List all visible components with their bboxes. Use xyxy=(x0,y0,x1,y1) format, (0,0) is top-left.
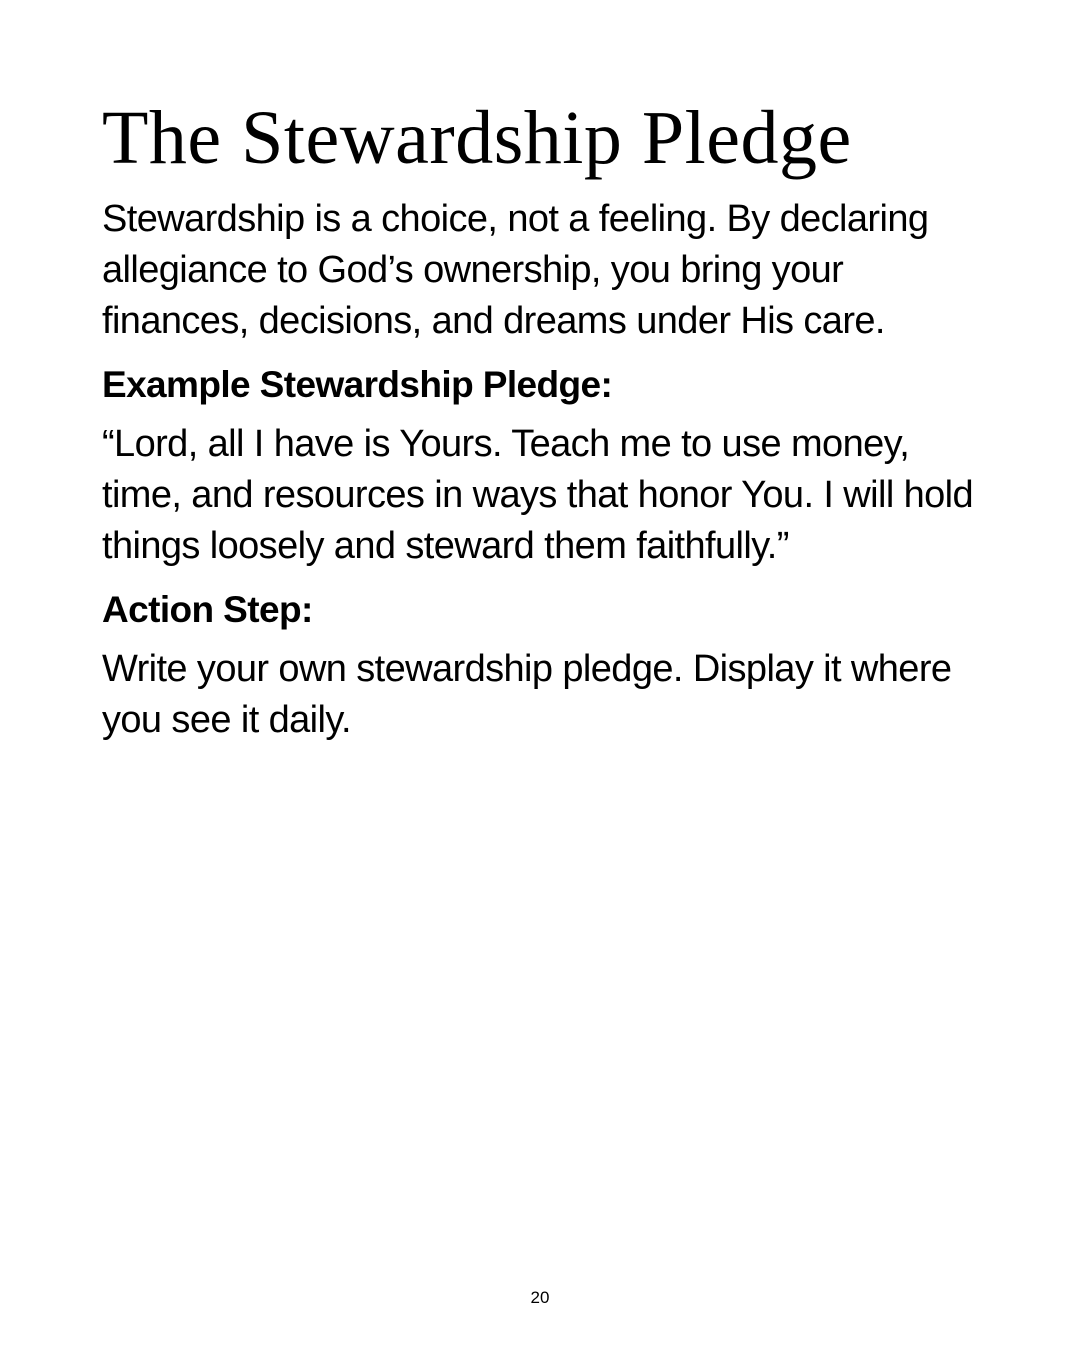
example-pledge-text: “Lord, all I have is Yours. Teach me to use money, time, and resources in ways that honor You. I will hold things loosely and steward them faithfully.” xyxy=(102,423,974,567)
page-number: 20 xyxy=(530,1288,550,1307)
action-step-heading: Action Step: xyxy=(102,589,313,630)
page-title: The Stewardship Pledge xyxy=(102,96,852,180)
action-step-text: Write your own stewardship pledge. Display it where you see it daily. xyxy=(102,648,952,741)
example-pledge-heading: Example Stewardship Pledge: xyxy=(102,364,613,405)
page-content xyxy=(102,92,982,760)
intro-paragraph: Stewardship is a choice, not a feeling. By declaring allegiance to God’s ownership, you bring your finances, decisions, and dreams under His care. xyxy=(102,198,929,342)
